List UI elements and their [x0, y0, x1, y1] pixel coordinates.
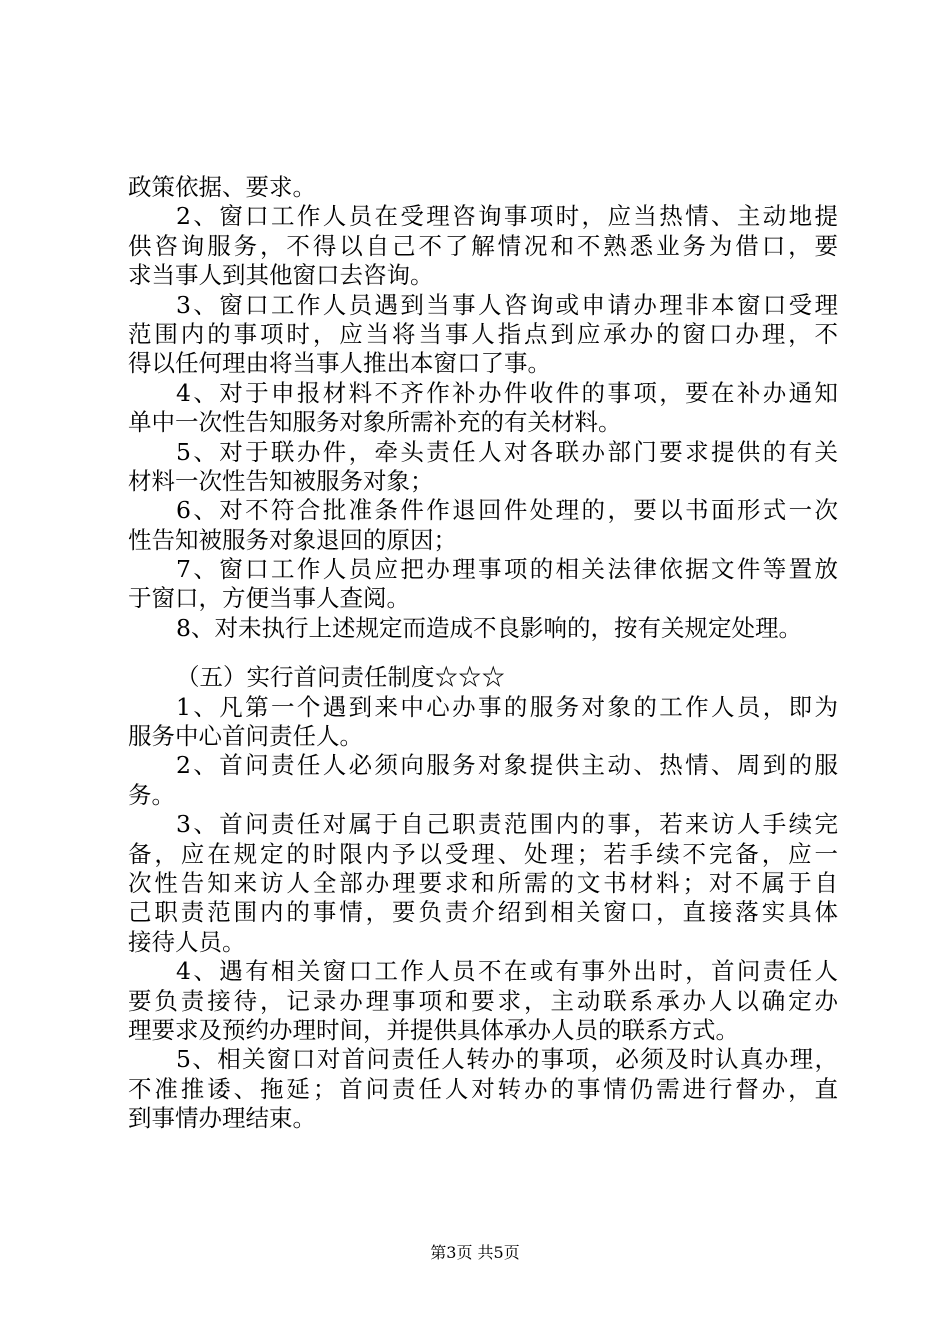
paragraph [128, 810, 838, 957]
text-line: 材料一次性告知被服务对象； [128, 466, 434, 495]
text-line: 4、对于申报材料不齐作补办件收件的事项，要在补办通知 [176, 378, 838, 407]
paragraph [128, 173, 838, 202]
text-line: 2、窗口工作人员在受理咨询事项时，应当热情、主动地提 [176, 202, 838, 231]
text-line: 不准推诿、拖延；首问责任人对转办的事情仍需进行督办，直 [128, 1074, 838, 1103]
text-line: 5、对于联办件，牵头责任人对各联办部门要求提供的有关 [176, 437, 838, 466]
text-line: 7、窗口工作人员应把办理事项的相关法律依据文件等置放 [176, 555, 838, 584]
text-line: 范围内的事项时，应当将当事人指点到应承办的窗口办理，不 [128, 319, 838, 348]
section-heading: （五）实行首问责任制度☆☆☆ [176, 663, 505, 692]
text-line: 2、首问责任人必须向服务对象提供主动、热情、周到的服 [176, 751, 838, 780]
text-line: 得以任何理由将当事人推出本窗口了事。 [128, 349, 551, 378]
document-body [128, 173, 838, 1134]
paragraph [128, 693, 838, 752]
text-line: 己职责范围内的事情，要负责介绍到相关窗口，直接落实具体 [128, 898, 838, 927]
text-line: 接待人员。 [128, 927, 246, 956]
text-line: 备，应在规定的时限内予以受理、处理；若手续不完备，应一 [128, 839, 838, 868]
text-line: 次性告知来访人全部办理要求和所需的文书材料；对不属于自 [128, 868, 838, 897]
text-line: 4、遇有相关窗口工作人员不在或有事外出时，首问责任人 [176, 957, 838, 986]
paragraph [128, 555, 838, 614]
text-line: 8、对未执行上述规定而造成不良影响的，按有关规定处理。 [176, 613, 802, 642]
text-line: 性告知被服务对象退回的原因； [128, 525, 457, 554]
text-line: 求当事人到其他窗口去咨询。 [128, 261, 434, 290]
text-line: 3、窗口工作人员遇到当事人咨询或申请办理非本窗口受理 [176, 290, 838, 319]
text-line: 5、相关窗口对首问责任人转办的事项，必须及时认真办理， [176, 1045, 838, 1074]
text-line: 6、对不符合批准条件作退回件处理的，要以书面形式一次 [176, 496, 838, 525]
paragraph [128, 1045, 838, 1133]
text-line: 供咨询服务，不得以自己不了解情况和不熟悉业务为借口，要 [128, 231, 838, 260]
text-line: 服务中心首问责任人。 [128, 722, 363, 751]
paragraph [128, 438, 838, 497]
text-line: 1、凡第一个遇到来中心办事的服务对象的工作人员，即为 [176, 692, 838, 721]
text-line: 要负责接待，记录办理事项和要求，主动联系承办人以确定办 [128, 986, 838, 1015]
paragraph [128, 751, 838, 810]
text-line: 理要求及预约办理时间，并提供具体承办人员的联系方式。 [128, 1015, 739, 1044]
paragraph [128, 202, 838, 290]
paragraph [128, 614, 838, 643]
paragraph [128, 379, 838, 438]
text-line: 3、首问责任对属于自己职责范围内的事，若来访人手续完 [176, 810, 838, 839]
text-line: 到事情办理结束。 [128, 1104, 316, 1133]
text-line: 于窗口，方便当事人查阅。 [128, 584, 410, 613]
text-line: 务。 [128, 780, 175, 809]
paragraph [128, 291, 838, 379]
page-footer: 第3页 共5页 [430, 1243, 520, 1262]
text-line: 政策依据、要求。 [128, 173, 316, 201]
paragraph [128, 957, 838, 1045]
text-line: 单中一次性告知服务对象所需补充的有关材料。 [128, 408, 622, 437]
paragraph [128, 496, 838, 555]
